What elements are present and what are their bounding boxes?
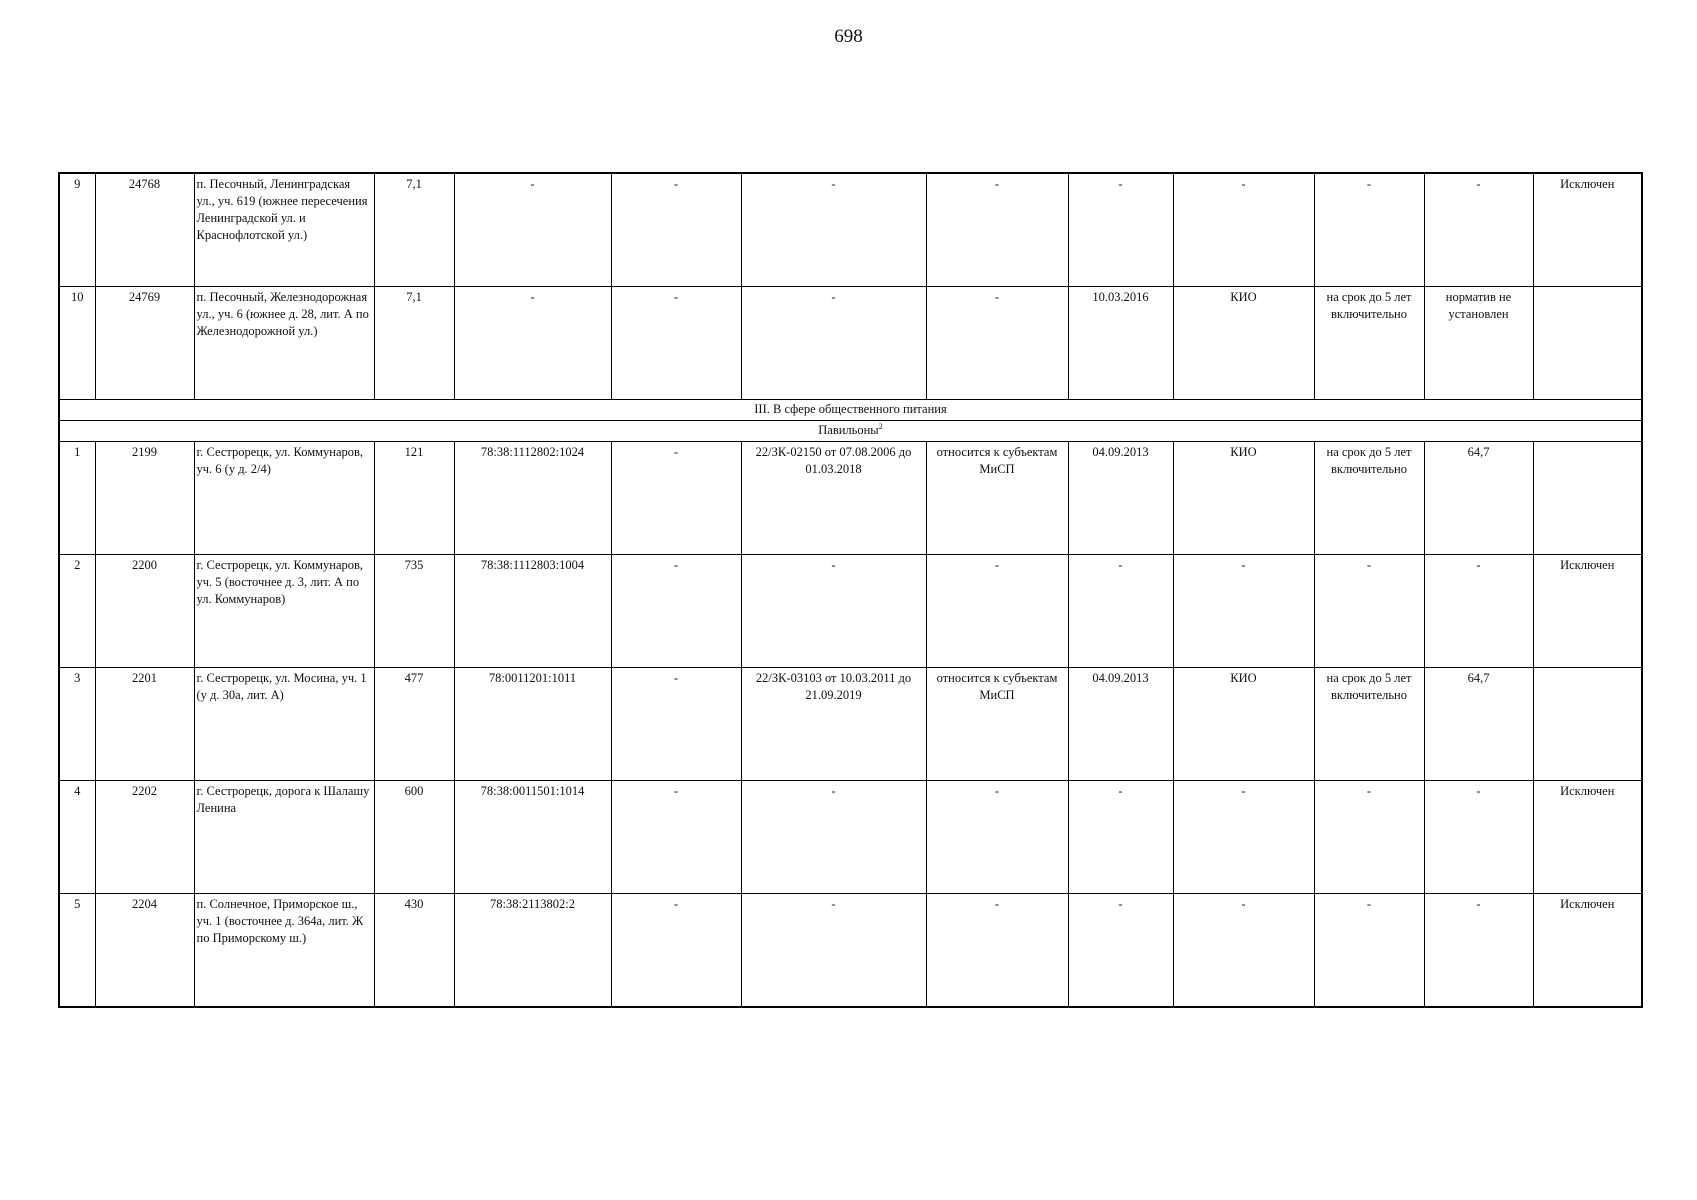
- row-number: 10: [59, 287, 95, 400]
- contract: -: [741, 555, 926, 668]
- column-6: -: [611, 442, 741, 555]
- area: 735: [374, 555, 454, 668]
- subsection-header-row: [59, 421, 1642, 442]
- address: г. Сестрорецк, ул. Коммунаров, уч. 6 (у д. 2/4): [194, 442, 374, 555]
- term: -: [1314, 173, 1424, 287]
- organ: -: [1173, 555, 1314, 668]
- table-row: [59, 668, 1642, 781]
- area: 477: [374, 668, 454, 781]
- organ: КИО: [1173, 668, 1314, 781]
- cadastral-number: 78:38:1112803:1004: [454, 555, 611, 668]
- address: г. Сестрорецк, ул. Мосина, уч. 1 (у д. 30а, лит. А): [194, 668, 374, 781]
- contract: 22/ЗК-03103 от 10.03.2011 до 21.09.2019: [741, 668, 926, 781]
- status: Исключен: [1533, 894, 1642, 1008]
- area: 430: [374, 894, 454, 1008]
- cadastral-number: 78:38:1112802:1024: [454, 442, 611, 555]
- table-row: [59, 555, 1642, 668]
- address: г. Сестрорецк, дорога к Шалашу Ленина: [194, 781, 374, 894]
- column-6: -: [611, 781, 741, 894]
- contract: -: [741, 287, 926, 400]
- cadastral-number: -: [454, 173, 611, 287]
- registry-id: 24769: [95, 287, 194, 400]
- norm: -: [1424, 781, 1533, 894]
- date: 04.09.2013: [1068, 668, 1173, 781]
- date: -: [1068, 555, 1173, 668]
- contract: -: [741, 781, 926, 894]
- column-6: -: [611, 668, 741, 781]
- area: 121: [374, 442, 454, 555]
- msp-status: относится к субъектам МиСП: [926, 668, 1068, 781]
- table-row: [59, 442, 1642, 555]
- subsection-cell: [59, 421, 1642, 442]
- date: -: [1068, 894, 1173, 1008]
- row-number: 1: [59, 442, 95, 555]
- column-6: -: [611, 894, 741, 1008]
- msp-status: -: [926, 894, 1068, 1008]
- table-row: [59, 894, 1642, 1008]
- address: п. Песочный, Ленинградская ул., уч. 619 (южнее пересечения Ленинградской ул. и Краснофлотской ул.): [194, 173, 374, 287]
- registry-id: 2199: [95, 442, 194, 555]
- table-row: [59, 287, 1642, 400]
- status: [1533, 442, 1642, 555]
- contract: -: [741, 894, 926, 1008]
- row-number: 2: [59, 555, 95, 668]
- organ: КИО: [1173, 287, 1314, 400]
- norm: 64,7: [1424, 668, 1533, 781]
- term: -: [1314, 894, 1424, 1008]
- column-6: -: [611, 287, 741, 400]
- term: -: [1314, 555, 1424, 668]
- registry-id: 2202: [95, 781, 194, 894]
- table-row: [59, 781, 1642, 894]
- contract: -: [741, 173, 926, 287]
- address: г. Сестрорецк, ул. Коммунаров, уч. 5 (восточнее д. 3, лит. А по ул. Коммунаров): [194, 555, 374, 668]
- address: п. Песочный, Железнодорожная ул., уч. 6 (южнее д. 28, лит. А по Железнодорожной ул.): [194, 287, 374, 400]
- registry-id: 24768: [95, 173, 194, 287]
- norm: 64,7: [1424, 442, 1533, 555]
- page-number: 698: [834, 26, 863, 47]
- msp-status: -: [926, 781, 1068, 894]
- row-number: 5: [59, 894, 95, 1008]
- status: [1533, 668, 1642, 781]
- msp-status: -: [926, 555, 1068, 668]
- term: на срок до 5 лет включительно: [1314, 668, 1424, 781]
- date: 10.03.2016: [1068, 287, 1173, 400]
- registry-id: 2200: [95, 555, 194, 668]
- column-6: -: [611, 173, 741, 287]
- msp-status: -: [926, 287, 1068, 400]
- norm: -: [1424, 894, 1533, 1008]
- organ: -: [1173, 781, 1314, 894]
- section-title: III. В сфере общественного питания: [59, 400, 1642, 421]
- contract: 22/ЗК-02150 от 07.08.2006 до 01.03.2018: [741, 442, 926, 555]
- row-number: 4: [59, 781, 95, 894]
- organ: -: [1173, 894, 1314, 1008]
- section-header-row: [59, 400, 1642, 421]
- row-number: 9: [59, 173, 95, 287]
- organ: КИО: [1173, 442, 1314, 555]
- cadastral-number: 78:0011201:1011: [454, 668, 611, 781]
- term: на срок до 5 лет включительно: [1314, 287, 1424, 400]
- term: -: [1314, 781, 1424, 894]
- footnote-marker: 2: [878, 421, 883, 431]
- cadastral-number: 78:38:0011501:1014: [454, 781, 611, 894]
- term: на срок до 5 лет включительно: [1314, 442, 1424, 555]
- date: -: [1068, 781, 1173, 894]
- cadastral-number: -: [454, 287, 611, 400]
- msp-status: относится к субъектам МиСП: [926, 442, 1068, 555]
- registry-id: 2204: [95, 894, 194, 1008]
- registry-id: 2201: [95, 668, 194, 781]
- area: 600: [374, 781, 454, 894]
- status: [1533, 287, 1642, 400]
- placement-register-table: [58, 172, 1643, 1008]
- subsection-title: Павильоны: [818, 423, 879, 437]
- table-row: [59, 173, 1642, 287]
- norm: -: [1424, 555, 1533, 668]
- status: Исключен: [1533, 173, 1642, 287]
- row-number: 3: [59, 668, 95, 781]
- status: Исключен: [1533, 781, 1642, 894]
- norm: норматив не установлен: [1424, 287, 1533, 400]
- status: Исключен: [1533, 555, 1642, 668]
- organ: -: [1173, 173, 1314, 287]
- address: п. Солнечное, Приморское ш., уч. 1 (восточнее д. 364а, лит. Ж по Приморскому ш.): [194, 894, 374, 1008]
- msp-status: -: [926, 173, 1068, 287]
- date: -: [1068, 173, 1173, 287]
- area: 7,1: [374, 287, 454, 400]
- area: 7,1: [374, 173, 454, 287]
- date: 04.09.2013: [1068, 442, 1173, 555]
- cadastral-number: 78:38:2113802:2: [454, 894, 611, 1008]
- norm: -: [1424, 173, 1533, 287]
- column-6: -: [611, 555, 741, 668]
